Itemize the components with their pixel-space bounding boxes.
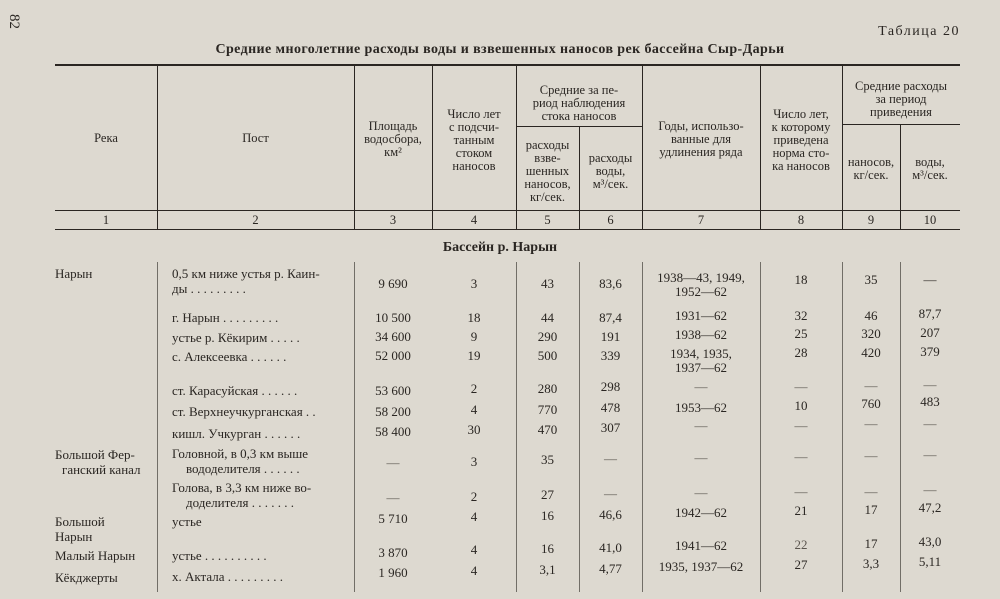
row-7-post-1: Головной, в 0,3 км выше — [172, 446, 309, 461]
top-rule — [55, 64, 960, 66]
header-reduced-line-2: за период — [875, 92, 927, 106]
row-5-area: 58 200 — [375, 404, 411, 419]
header-red-sed — [842, 156, 900, 182]
row-4-years: 2 — [470, 381, 478, 396]
col-num-8: 8 — [797, 213, 805, 227]
row-11-rwater: 5,11 — [918, 554, 942, 569]
row-9-rsed: 17 — [864, 502, 878, 517]
row-3-water: 339 — [600, 348, 621, 363]
row-4-water: 298 — [600, 379, 621, 394]
row-10-norm: 22 — [794, 537, 808, 552]
row-2-post: устье р. Кёкирим . . . . . — [172, 330, 300, 345]
header-water-line-1: расходы — [588, 151, 633, 165]
row-2-used: 1938—62 — [675, 327, 727, 342]
number-rule — [55, 229, 960, 230]
row-8-rsed: — — [864, 484, 878, 499]
header-years-line-1: Число лет — [447, 107, 501, 121]
col-num-7: 7 — [697, 213, 705, 227]
group-rule-b — [842, 124, 960, 125]
row-9-area: 5 710 — [378, 511, 408, 526]
col-num-9: 9 — [867, 213, 875, 227]
row-5-rsed: 760 — [861, 396, 881, 411]
row-1-years: 18 — [467, 310, 481, 325]
row-0-water: 83,6 — [599, 276, 622, 291]
row-7-area: — — [386, 455, 400, 470]
row-11-post: х. Актала . . . . . . . . . — [172, 569, 284, 584]
row-3-area: 52 000 — [375, 348, 411, 363]
row-4-sed: 280 — [537, 381, 558, 396]
row-11-water: 4,77 — [599, 561, 622, 576]
header-used-line-3: удлинения ряда — [659, 145, 743, 159]
header-area — [354, 120, 432, 159]
header-period-line-2: риод наблюдения — [532, 96, 626, 110]
row-0-post-1: 0,5 км ниже устья р. Каин- — [172, 266, 320, 281]
row-3-post: с. Алексеевка . . . . . . — [172, 349, 287, 364]
header-used-years — [642, 120, 760, 159]
row-6-rwater: — — [923, 416, 937, 431]
body-vrule-1 — [157, 262, 158, 592]
row-11-norm: 27 — [794, 557, 808, 572]
header-years-line-2: с подсчи- — [448, 120, 500, 134]
header-norm-line-4: норма сто- — [772, 146, 830, 160]
row-7-norm: — — [794, 449, 808, 464]
header-years-line-5: наносов — [452, 159, 496, 173]
row-6-rsed: — — [864, 416, 878, 431]
row-2-rsed: 320 — [861, 326, 881, 341]
row-5-sed: 770 — [537, 402, 558, 417]
row-9-post: устье — [172, 514, 202, 529]
row-8-post-2: доделителя . . . . . . . — [186, 495, 294, 510]
row-10-used: 1941—62 — [675, 538, 727, 553]
header-sed-line-5: кг/сек. — [529, 190, 566, 204]
row-5-norm: 10 — [794, 398, 808, 413]
row-5-rwater: 483 — [920, 394, 940, 409]
row-11-used: 1935, 1937—62 — [658, 559, 744, 574]
row-8-norm: — — [794, 484, 808, 499]
row-1-norm: 32 — [794, 308, 808, 323]
row-9-used: 1942—62 — [675, 505, 727, 520]
row-3-rsed: 420 — [861, 345, 881, 360]
row-2-rwater: 207 — [920, 325, 940, 340]
header-area-line-1: Площадь — [368, 119, 418, 133]
header-sed-line-3: шенных — [525, 164, 570, 178]
row-10-post: устье . . . . . . . . . . — [172, 548, 267, 563]
header-years — [432, 108, 516, 173]
header-years-line-4: стоком — [455, 146, 493, 160]
header-reduced-line-1: Средние расходы — [855, 79, 947, 93]
header-river: Река — [94, 131, 118, 145]
header-period-line-1: Средние за пе- — [539, 83, 619, 97]
row-6-norm: — — [794, 418, 808, 433]
row-6-post: кишл. Учкурган . . . . . . — [172, 426, 301, 441]
row-3-rwater: 379 — [920, 344, 940, 359]
row-3-used-2: 1937—62 — [675, 360, 727, 375]
header-period-line-3: стока наносов — [541, 109, 617, 123]
row-1-used: 1931—62 — [675, 308, 727, 323]
row-7-used: — — [694, 450, 708, 465]
header-area-line-2: водосбора, — [364, 132, 422, 146]
row-0-area: 9 690 — [378, 276, 408, 291]
row-6-sed: 470 — [537, 422, 558, 437]
row-7-years: 3 — [470, 454, 478, 469]
row-9-water: 46,6 — [599, 507, 622, 522]
col-num-2: 2 — [252, 213, 259, 227]
row-11-years: 4 — [470, 563, 478, 578]
header-red-water-line-1: воды, — [915, 155, 945, 169]
row-10-water: 41,0 — [599, 540, 622, 555]
row-6-water: 307 — [600, 420, 621, 435]
row-10-rsed: 17 — [864, 536, 878, 551]
row-3-sed: 500 — [537, 348, 558, 363]
row-0-norm: 18 — [794, 272, 808, 287]
row-4-rwater: — — [923, 377, 937, 392]
header-sed-line-1: расходы — [525, 138, 570, 152]
page-number: 82 — [6, 14, 22, 29]
row-9-river-2: Нарын — [55, 529, 93, 544]
row-10-area: 3 870 — [378, 545, 408, 560]
row-8-area: — — [386, 490, 400, 505]
row-7-rwater: — — [923, 447, 937, 462]
row-7-river-1: Большой Фер- — [55, 447, 135, 462]
row-9-sed: 16 — [541, 508, 554, 523]
row-7-river-2: ганский канал — [62, 462, 141, 477]
basin-subheading: Бассейн р. Нарын — [442, 240, 558, 255]
row-5-water: 478 — [600, 400, 621, 415]
row-4-area: 53 600 — [375, 383, 411, 398]
col-num-1: 1 — [102, 213, 110, 227]
row-2-norm: 25 — [794, 326, 808, 341]
row-4-norm: — — [794, 379, 808, 394]
header-red-sed-line-1: наносов, — [847, 155, 895, 169]
header-red-water — [900, 156, 960, 182]
row-2-sed: 290 — [537, 329, 558, 344]
col-num-6: 6 — [607, 213, 614, 227]
row-2-water: 191 — [600, 329, 621, 344]
row-5-years: 4 — [470, 402, 478, 417]
row-3-years: 19 — [467, 348, 481, 363]
row-0-years: 3 — [470, 276, 478, 291]
header-norm-line-1: Число лет, — [773, 107, 829, 121]
header-red-sed-line-2: кг/сек. — [853, 168, 889, 182]
row-3-norm: 28 — [794, 345, 808, 360]
header-used-line-2: ванные для — [670, 132, 732, 146]
row-4-post: ст. Карасуйская . . . . . . — [172, 383, 298, 398]
row-11-area: 1 960 — [378, 565, 408, 580]
header-years-line-3: танным — [453, 133, 495, 147]
row-5-used: 1953—62 — [675, 400, 727, 415]
header-norm-line-3: приведена — [773, 133, 829, 147]
header-norm-line-5: ка наносов — [772, 159, 830, 173]
row-10-rwater: 43,0 — [918, 534, 942, 549]
col-num-3: 3 — [389, 213, 397, 227]
row-8-water: — — [604, 486, 617, 501]
row-6-years: 30 — [467, 422, 481, 437]
header-area-line-3: км² — [384, 145, 402, 159]
row-8-years: 2 — [470, 489, 478, 504]
row-11-rsed: 3,3 — [862, 556, 880, 571]
row-7-water: — — [604, 451, 617, 466]
table-title: Средние многолетние расходы воды и взвешенных наносов рек бассейна Сыр-Дарьи — [215, 42, 785, 57]
row-0-used-2: 1952—62 — [675, 284, 727, 299]
row-9-norm: 21 — [794, 503, 808, 518]
header-red-water-line-2: м³/сек. — [912, 168, 948, 182]
header-water — [579, 152, 642, 191]
row-1-rwater: 87,7 — [918, 306, 942, 321]
row-7-post-2: вододелителя . . . . . . — [186, 461, 300, 476]
row-0-rsed: 35 — [864, 272, 878, 287]
col-num-10: 10 — [923, 213, 937, 227]
header-used-line-1: Годы, использо- — [658, 119, 744, 133]
row-5-post: ст. Верхнеучкурганская . . — [172, 404, 316, 419]
vrule-1 — [157, 66, 158, 230]
header-rule — [55, 210, 960, 211]
header-sed-line-2: взве- — [534, 151, 561, 165]
row-1-water: 87,4 — [599, 310, 622, 325]
row-3-used-1: 1934, 1935, — [670, 346, 732, 361]
col-num-5: 5 — [544, 213, 551, 227]
row-1-sed: 44 — [541, 310, 554, 325]
row-4-used: — — [694, 379, 708, 394]
row-8-post-1: Голова, в 3,3 км ниже во- — [172, 480, 312, 495]
row-0-river: Нарын — [55, 266, 93, 281]
table-number: Таблица 20 — [878, 24, 960, 39]
row-9-river-1: Большой — [55, 514, 105, 529]
row-1-post: г. Нарын . . . . . . . . . — [172, 310, 279, 325]
header-sed-line-4: наносов, — [524, 177, 571, 191]
header-reduced-group — [842, 80, 960, 119]
row-0-used-1: 1938—43, 1949, — [657, 270, 745, 285]
header-norm-line-2: к которому — [771, 120, 831, 134]
header-water-line-3: м³/сек. — [592, 177, 629, 191]
row-2-years: 9 — [470, 329, 478, 344]
row-11-river: Кёкджерты — [55, 570, 118, 585]
row-9-rwater: 47,2 — [918, 500, 942, 515]
row-8-sed: 27 — [541, 487, 554, 502]
row-9-years: 4 — [470, 509, 478, 524]
header-sed — [516, 139, 579, 204]
header-period-group — [516, 84, 642, 123]
row-4-rsed: — — [864, 378, 878, 393]
row-1-rsed: 46 — [864, 308, 878, 323]
row-1-area: 10 500 — [375, 310, 411, 325]
row-7-rsed: — — [864, 448, 878, 463]
row-7-sed: 35 — [541, 452, 554, 467]
row-10-sed: 16 — [541, 541, 554, 556]
row-8-rwater: — — [923, 482, 937, 497]
col-num-4: 4 — [470, 213, 478, 227]
row-0-sed: 43 — [541, 276, 554, 291]
row-10-years: 4 — [470, 542, 478, 557]
row-0-rwater: — — [923, 272, 937, 287]
row-6-used: — — [694, 418, 708, 433]
header-water-line-2: воды, — [595, 164, 626, 178]
row-6-area: 58 400 — [375, 424, 411, 439]
header-post: Пост — [242, 131, 269, 145]
header-reduced-line-3: приведения — [870, 105, 932, 119]
row-8-used: — — [694, 485, 708, 500]
row-11-sed: 3,1 — [539, 562, 556, 577]
header-norm-years — [760, 108, 842, 173]
row-10-river: Малый Нарын — [55, 548, 136, 563]
row-2-area: 34 600 — [375, 329, 411, 344]
row-0-post-2: ды . . . . . . . . . — [172, 281, 246, 296]
